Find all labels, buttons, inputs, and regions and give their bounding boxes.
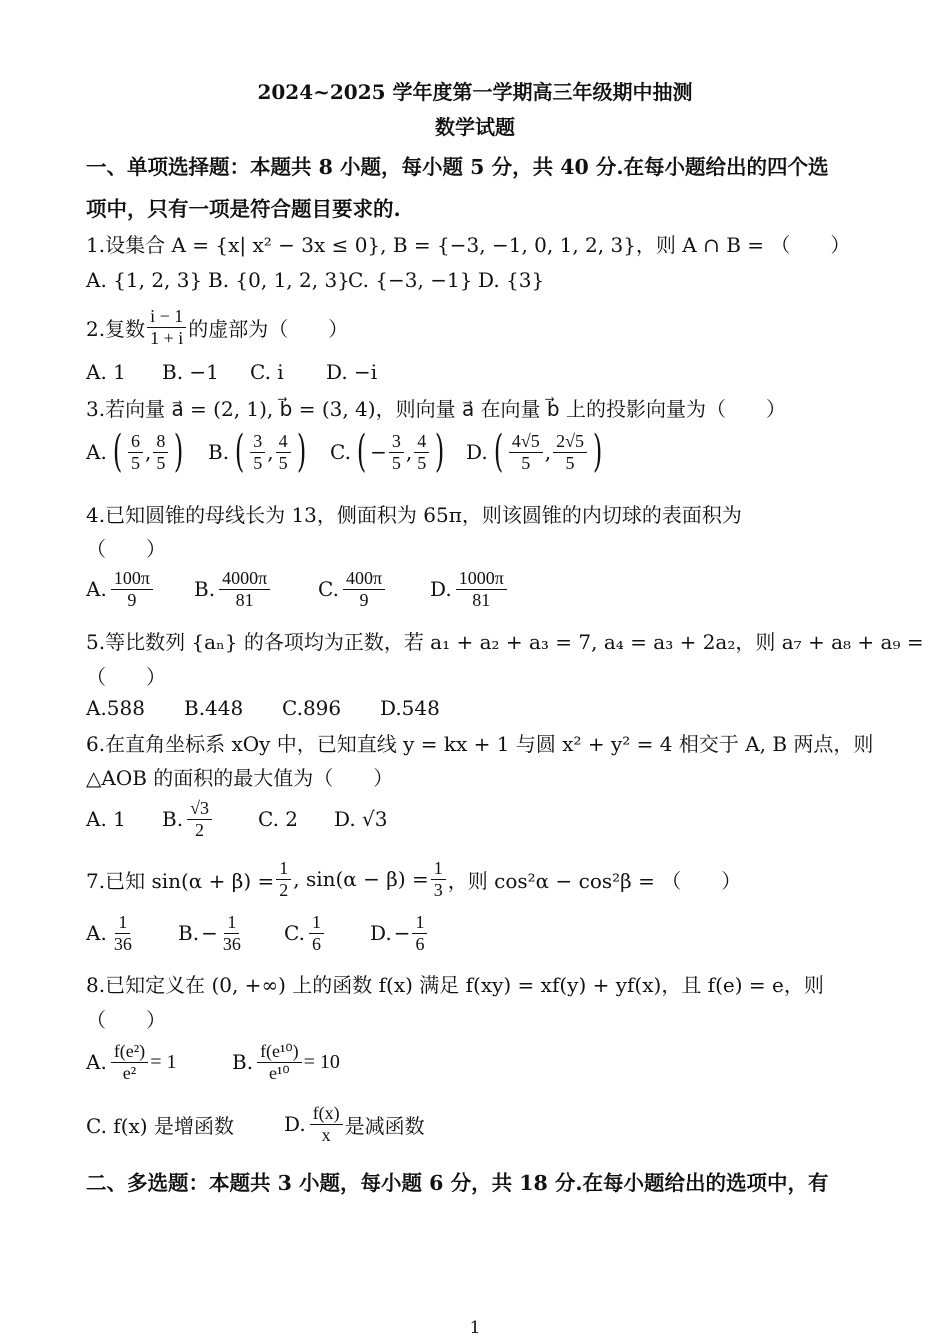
q2-option-c: C. i: [250, 360, 284, 384]
question-8-options-ab: [86, 1041, 340, 1083]
question-1: 1.设集合 A = {x| x² − 3x ≤ 0}, B = {−3, −1, 0, 1, 2, 3}，则 A ∩ B = （ ）: [86, 233, 851, 257]
q1-option-c: C. {−3, −1}: [348, 268, 473, 292]
question-6-options: [86, 798, 388, 840]
q4-option-b: B. $\frac{4000\pi}{81}$: [194, 568, 318, 610]
page-number: 1: [469, 1318, 481, 1338]
section1-heading-line2: 项中，只有一项是符合题目要求的.: [86, 197, 401, 221]
q5-option-a: A.588: [86, 696, 145, 720]
q7-option-c: C. $\frac{1}{6}$: [284, 912, 370, 954]
question-8-options-cd: [86, 1103, 425, 1145]
exam-title: 2024~2025 学年度第一学期高三年级期中抽测: [257, 80, 693, 104]
q7-option-a: A. $\frac{1}{36}$: [86, 912, 132, 954]
question-4-line2: （ ）: [86, 537, 166, 561]
q2-option-a: A. 1: [86, 360, 126, 384]
q8-option-c: C. f(x) 是增函数: [86, 1113, 234, 1138]
q8-option-a: A. $\frac{\text{f(e²)}}{\text{e²}}$ = 1: [86, 1041, 177, 1083]
question-6-line1: 6.在直角坐标系 xOy 中，已知直线 y = kx + 1 与圆 x² + y² = 4 相交于 A, B 两点，则: [86, 732, 874, 756]
question-5-line2: （ ）: [86, 665, 166, 689]
q2-option-d: D. −i: [326, 360, 378, 384]
question-1-options: [86, 268, 544, 292]
q2-fraction: [147, 306, 186, 348]
q3-option-c: C. ( − $\frac{3}{5}$ , $\frac{4}{5}$ ): [330, 426, 445, 477]
question-3-options: [86, 426, 606, 477]
q2-fraction-den: 1 + i: [150, 327, 184, 348]
question-7-options: [86, 912, 429, 954]
q6-option-a: A. 1: [86, 807, 126, 832]
q6-option-d: D. √3: [334, 807, 388, 832]
exam-subtitle: 数学试题: [435, 115, 515, 139]
section2-heading: 二、多选题：本题共 3 小题，每小题 6 分，共 18 分.在每小题给出的选项中，有: [86, 1171, 829, 1195]
question-5-options: [86, 696, 440, 720]
q5-option-b: B.448: [184, 696, 244, 720]
q8-option-d: D. $\frac{f(x)}{x}$ 是减函数: [284, 1103, 425, 1145]
q2-fraction-num: i − 1: [147, 306, 186, 328]
q1-option-b: B. {0, 1, 2, 3}: [208, 268, 350, 292]
q2-suffix: 的虚部为（ ）: [188, 316, 349, 341]
question-3: 3.若向量 a⃗ = (2, 1), b⃗ = (3, 4)，则向量 a⃗ 在向量 b⃗ 上的投影向量为（ ）: [86, 397, 786, 421]
q3-option-b: B. ( $\frac{3}{5}$ , $\frac{4}{5}$ ): [208, 426, 306, 477]
question-8-line2: （ ）: [86, 1008, 166, 1032]
q2-prefix: 2.复数: [86, 316, 146, 341]
q6-option-c: C. 2: [258, 807, 299, 832]
q3-option-a: A. ( $\frac{6}{5}$ , $\frac{8}{5}$ ): [86, 426, 184, 477]
q2-option-b: B. −1: [162, 360, 219, 384]
q6-option-b: B. $\frac{√3}{2}$: [162, 798, 258, 840]
question-5-line1: 5.等比数列 {aₙ} 的各项均为正数，若 a₁ + a₂ + a₃ = 7, a₄ = a₃ + 2a₂，则 a₇ + a₈ + a₉ =: [86, 630, 924, 654]
q5-option-d: D.548: [380, 696, 440, 720]
q5-option-c: C.896: [282, 696, 342, 720]
q8-option-b: B. $\frac{\text{f(e¹⁰)}}{\text{e¹⁰}}$ = 10: [232, 1041, 340, 1083]
section1-heading-line1: 一、单项选择题：本题共 8 小题，每小题 5 分，共 40 分.在每小题给出的四个选: [86, 155, 829, 179]
question-2: [86, 306, 348, 348]
q7-option-d: D. − $\frac{1}{6}$: [370, 912, 429, 954]
q4-option-d: D. $\frac{1000\pi}{81}$: [430, 568, 509, 610]
q1-option-d: D. {3}: [478, 268, 545, 292]
question-4-line1: 4.已知圆锥的母线长为 13，侧面积为 65π，则该圆锥的内切球的表面积为: [86, 503, 742, 527]
question-4-options: [86, 568, 509, 610]
q7-option-b: B. − $\frac{1}{36}$: [178, 912, 241, 954]
question-8-line1: 8.已知定义在 (0, +∞) 上的函数 f(x) 满足 f(xy) = xf(y) + yf(x)，且 f(e) = e，则: [86, 973, 824, 997]
q4-option-a: A. $\frac{100\pi}{9}$: [86, 568, 194, 610]
question-7: 7.已知 sin(α + β) = $\frac{1}{2}$ , sin(α − β) = $\frac{1}{3}$ ，则 cos²α − cos²β = （ ）: [86, 858, 742, 900]
q1-option-a: A. {1, 2, 3}: [86, 268, 203, 292]
question-2-options: [86, 360, 377, 384]
q3-option-d: D. ( $\frac{4√5}{5}$ , $\frac{2√5}{5}$ ): [466, 426, 603, 477]
q4-option-c: C. $\frac{400\pi}{9}$: [318, 568, 430, 610]
question-6-line2: △AOB 的面积的最大值为（ ）: [86, 766, 394, 790]
